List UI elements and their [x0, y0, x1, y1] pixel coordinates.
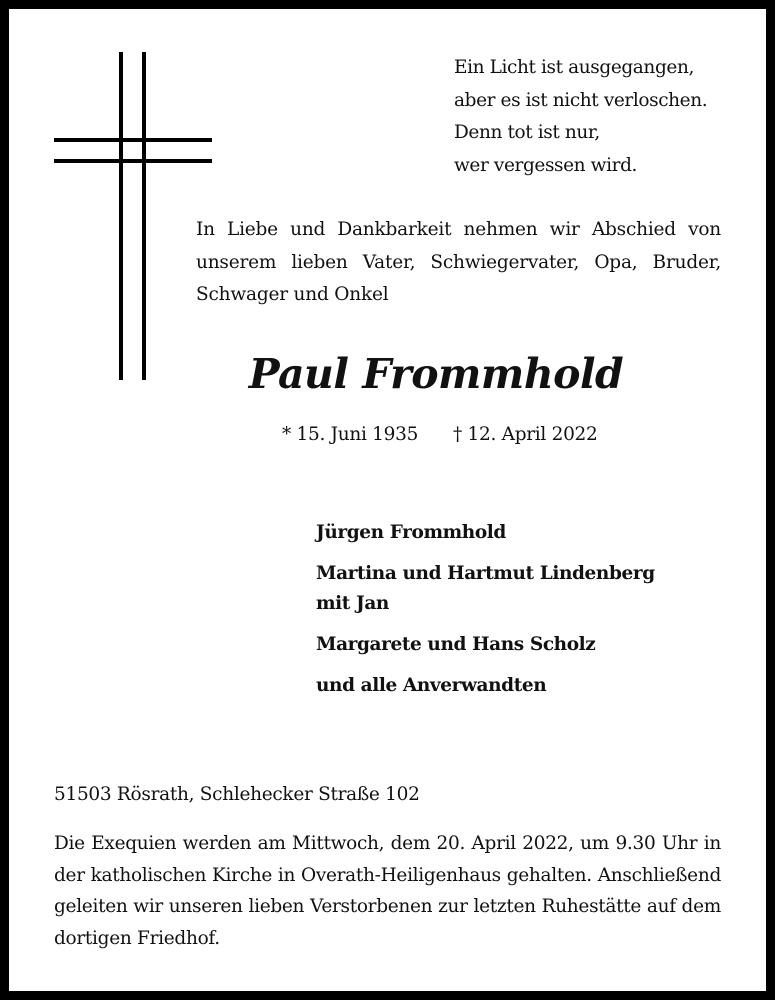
cross-icon [54, 52, 212, 380]
intro-text: In Liebe und Dankbarkeit nehmen wir Abschied von unserem lieben Vater, Schwiegervater, Opa, Bruder, Schwager und Onkel [196, 219, 721, 305]
poem-line: Ein Licht ist ausgegangen, [454, 57, 694, 78]
address: 51503 Rösrath, Schlehecker Straße 102 [54, 784, 420, 805]
family-entry: Martina und Hartmut Lindenberg mit Jan [316, 563, 655, 614]
poem-line: Denn tot ist nur, [454, 122, 600, 143]
birth-date: * 15. Juni 1935 [282, 424, 419, 445]
death-date: † 12. April 2022 [453, 424, 598, 445]
family-entry: Margarete und Hans Scholz [316, 634, 596, 655]
cross-horizontal-bar [54, 159, 212, 163]
cross-horizontal-bar [54, 138, 212, 142]
family-list [316, 518, 736, 712]
cross-vertical-bar [119, 52, 123, 380]
service-notice: Die Exequien werden am Mittwoch, dem 20. April 2022, um 9.30 Uhr in der katholischen Kirche in Overath-Heiligenhaus gehalten. Anschließend geleiten wir unseren lieben Verstorbenen zur letzten Ruhestätte auf dem dortigen Friedhof. [54, 833, 721, 949]
family-entry: und alle Anverwandten [316, 675, 547, 696]
cross-vertical-bar [142, 52, 146, 380]
deceased-name: Paul Frommhold [248, 350, 624, 398]
family-entry: Jürgen Frommhold [316, 522, 506, 543]
poem-line: wer vergessen wird. [454, 154, 637, 176]
poem [454, 52, 754, 182]
poem-line: aber es ist nicht verloschen. [454, 89, 708, 111]
